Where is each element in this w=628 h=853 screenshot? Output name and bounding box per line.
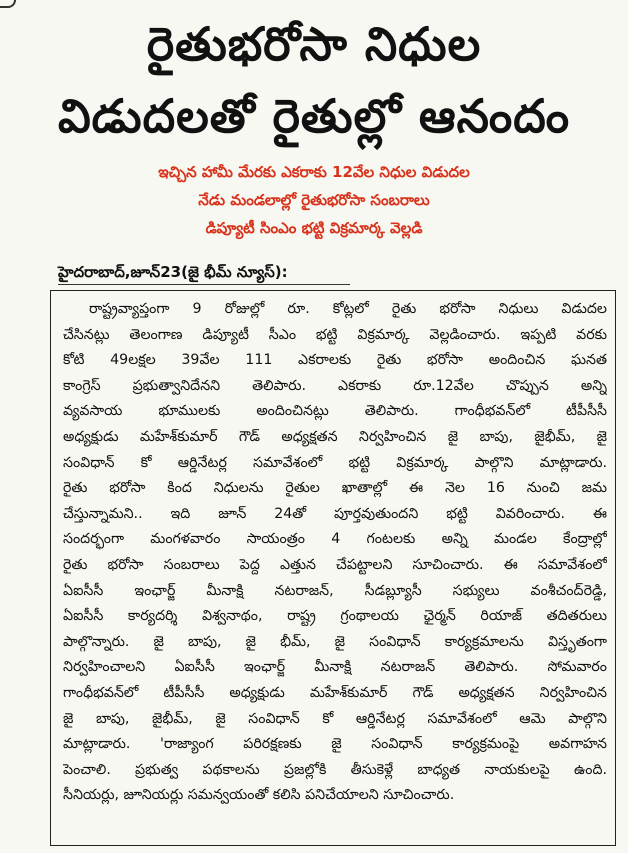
body-line: మాట్లాడారు. 'రాజ్యాంగ పరిరక్షణకు జై సంవిధాన్ కార్యక్రమంపై అవగాహన: [63, 736, 607, 753]
body-line: కాంగ్రెస్ ప్రభుత్వానిదేనని తెలిపారు. ఎకరాకు రూ.12వేల చొప్పున అన్ని: [63, 377, 607, 394]
subheadline-3: డిప్యూటీ సింఎం భట్టి విక్రమార్క వెల్లడి: [205, 219, 423, 237]
headline-line-1: రైతుభరోసా నిధుల: [146, 17, 482, 71]
body-line: సీనియర్లు, జూనియర్లు సమన్వయంతో కలిసి పనిచేయాలని సూచించారు.: [63, 787, 455, 804]
dateline-underline: [58, 284, 350, 285]
body-line: పెంచాలి. ప్రభుత్వ పథకాలను ప్రజల్లోకి తీసుకెళ్లే బాధ్యత నాయకులపై ఉంది.: [63, 761, 607, 778]
body-line: సందర్భంగా మంగళవారం సాయంత్రం 4 గంటలకు అన్ని మండల కేంద్రాల్లో: [63, 531, 607, 548]
body-line: రైతు భరోసా సంబరాలు పెద్ద ఎత్తున చేపట్టాలని సూచించారు. ఈ సమావేశంలో: [63, 556, 607, 573]
body-line: రాష్ట్రవ్యాప్తంగా 9 రోజుల్లో రూ. కోట్లలో రైతు భరోసా నిధులు విడుదల: [89, 301, 607, 317]
body-line: ఏఐసీసీ కార్యదర్శి విశ్వనాథం, రాష్ట్ర గ్రంథాలయ ఛైర్మన్ రియాజ్ తదితరులు: [63, 608, 607, 625]
headline-line-2: విడుదలతో రైతుల్లో ఆనందం: [57, 89, 571, 143]
article-body: [50, 290, 616, 846]
body-line: అధ్యక్షుడు మహేశ్‌కుమార్ గౌడ్ అధ్యక్షతన నిర్వహించిన జై బాపు, జైభీమ్, జై: [63, 428, 607, 445]
body-line: సంవిధాన్ కో ఆర్డినేటర్ల సమావేశంలో భట్టి విక్రమార్క పాల్గొని మాట్లాడారు.: [63, 454, 607, 471]
body-line: కోటి 49లక్షల 39వేల 111 ఎకరాలకు రైతు భరోసా అందించిన ఘనత: [63, 352, 607, 369]
body-line: రైతు భరోసా కింద నిధులను రైతుల ఖాతాల్లో ఈ నెల 16 నుంచి జమ: [63, 480, 607, 497]
body-line: పాల్గొన్నారు. జై బాపు, జై భీమ్, జై సంవిధాన్ కార్యక్రమాలను విస్తృతంగా: [63, 633, 607, 650]
body-line: చేసినట్లు తెలంగాణ డిప్యూటీ సీఎం భట్టి విక్రమార్క వెల్లడించారు. ఇప్పటి వరకు: [63, 326, 607, 343]
corner-fold-mark: [0, 0, 16, 8]
body-line: నిర్వహించాలని ఏఐసీసీ ఇంఛార్జ్ మీనాక్షి నటరాజన్ తెలిపారు. సోమవారం: [63, 659, 607, 676]
subheadline-1: ఇచ్చిన హామీ మేరకు ఎకరాకు 12వేల నిధుల విడుదల: [158, 163, 470, 181]
body-line: గాంధీభవన్‌లో టీపీసీసీ అధ్యక్షుడు మహేశ్‌కుమార్ గౌడ్ అధ్యక్షతన నిర్వహించిన: [63, 684, 607, 701]
body-line: చేస్తున్నామని.. ఇది జూన్ 24తో పూర్తవుతుందని భట్టి వివరించారు. ఈ: [63, 505, 607, 522]
body-line: జై బాపు, జైభీమ్, జై సంవిధాన్ కో ఆర్డినేటర్ల సమావేశంలో ఆమె పాల్గొని: [63, 710, 607, 727]
dateline: హైదరాబాద్,జూన్23(జై భీమ్ న్యూస్):: [58, 263, 288, 281]
body-line: ఏఐసీసీ ఇంఛార్జ్ మీనాక్షి నటరాజన్, సీడబ్ల్యూసీ సభ్యులు వంశీచంద్‌రెడ్డి,: [63, 582, 607, 599]
body-line: వ్యవసాయ భూములకు అందించినట్లు తెలిపారు. గాంధీభవన్‌లో టీపీసీసీ: [63, 403, 607, 420]
subheadline-2: నేడు మండలాల్లో రైతుభరోసా సంబరాలు: [198, 191, 430, 209]
